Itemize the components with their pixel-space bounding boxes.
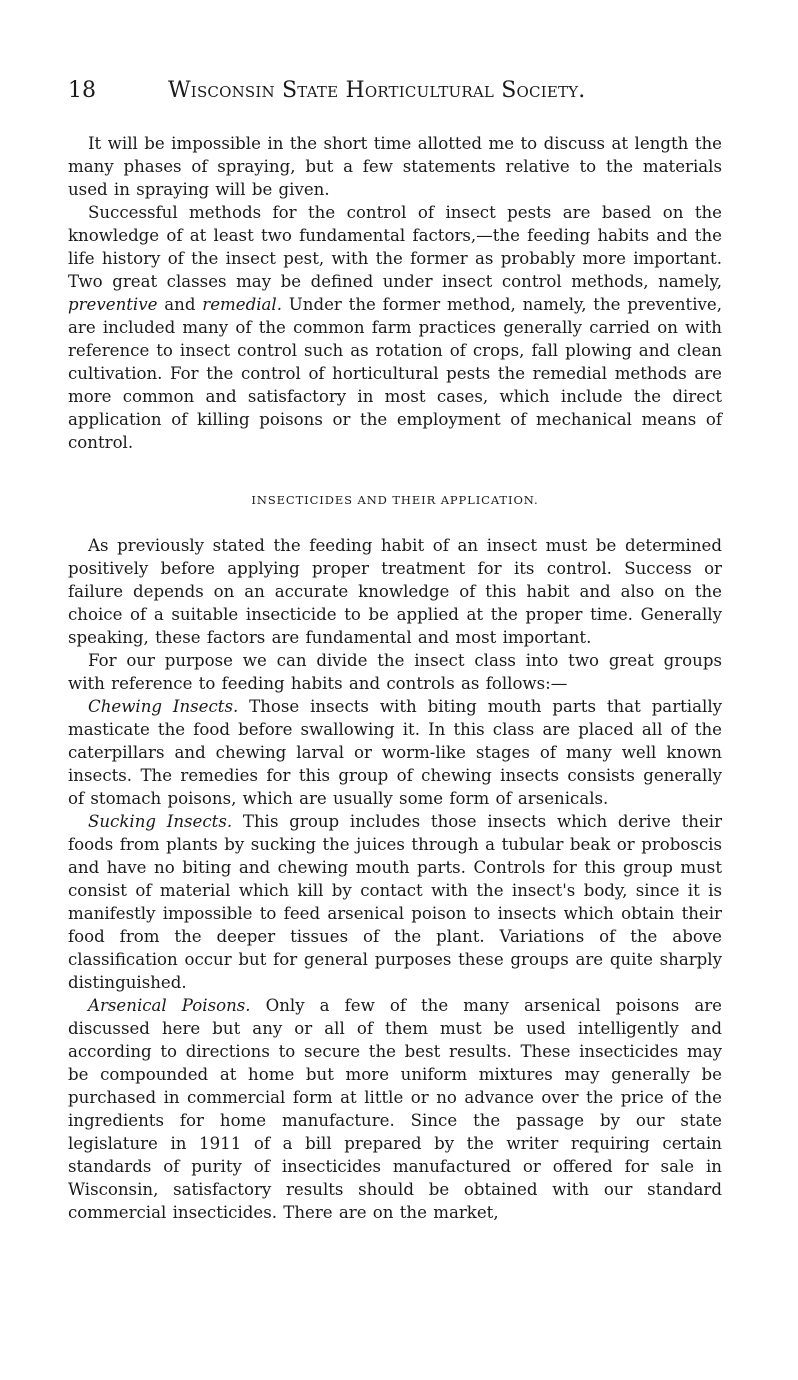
page-number: 18 bbox=[68, 78, 96, 103]
section-heading: INSECTICIDES AND THEIR APPLICATION. bbox=[251, 493, 539, 507]
paragraph-text: Only a few of the many arsenical poisons are discussed here but any or all of them must be used intelligently and according to directions to secure the best results. These insecticides may be compounded at home but more uniform mixtures may generally be purchased in commercial form at little or no advance over the price of the ingredients for home manufacture. Since the passage by our state legislature in 1911 of a bill prepared by the writer requiring certain standards of purity of insecticides manufactured or offered for sale in Wisconsin, satisfactory results should be obtained with our standard commercial insecticides. There are on the market, bbox=[68, 996, 723, 1222]
subheading-chewing-insects: Chewing Insects. bbox=[88, 697, 239, 716]
paragraph-feeding-habit: As previously stated the feeding habit of an insect must be determined positively before applying proper treatment for its control. Success or failure depends on an accurate knowledge of this habit and also on the choice of a suitable insecticide to be applied at the proper time. Generally speaking, these factors are fundamental and most important. bbox=[68, 536, 722, 647]
paragraph-arsenical-poisons bbox=[68, 994, 722, 1224]
paragraph-intro: It will be impossible in the short time allotted me to discuss at length the many phases of spraying, but a few statements relative to the materials used in spraying will be given. bbox=[68, 134, 722, 199]
term-remedial: remedial. bbox=[202, 295, 282, 314]
paragraph-control-methods bbox=[68, 201, 722, 454]
paragraph-text: and bbox=[164, 295, 196, 314]
paragraph-text: This group includes those insects which derive their foods from plants by sucking the juices through a tubular beak or proboscis and have no biting and chewing mouth parts. Controls for this group must consist of material which kill by contact with the insect's body, since it is manifestly impossible to feed arsenical poison to insects which obtain their food from the deeper tissues of the plant. Variations of the above classification occur but for general purposes these groups are quite sharply distinguished. bbox=[68, 812, 722, 992]
paragraph-groups: For our purpose we can divide the insect class into two great groups with reference to feeding habits and controls as follows:— bbox=[68, 651, 722, 693]
paragraph-text: Those insects with biting mouth parts that partially masticate the food before swallowing it. In this class are placed all of the caterpillars and chewing larval or worm-like stages of many well known insects. The remedies for this group of chewing insects consists generally of stomach poisons, which are usually some form of arsenicals. bbox=[68, 697, 722, 808]
page-header bbox=[68, 78, 722, 112]
paragraph-chewing-insects bbox=[68, 695, 722, 810]
paragraph-text: Successful methods for the control of insect pests are based on the knowledge of at least two fundamental factors,—the feeding habits and the life history of the insect pest, with the former as probably more important. Two great classes may be defined under insect control methods, namely, bbox=[68, 203, 722, 291]
paragraph-text: Under the former method, namely, the preventive, are included many of the common farm practices generally carried on with reference to insect control such as rotation of crops, fall plowing and clean cultivation. For the control of horticultural pests the remedial methods are more common and satisfactory in most cases, which include the direct application of killing poisons or the employment of mechanical means of control. bbox=[68, 295, 722, 452]
running-title: Wisconsin State Horticultural Society. bbox=[168, 78, 586, 103]
paragraph-sucking-insects bbox=[68, 810, 722, 994]
term-preventive: preventive bbox=[68, 295, 158, 314]
subheading-sucking-insects: Sucking Insects. bbox=[88, 812, 233, 831]
subheading-arsenical-poisons: Arsenical Poisons. bbox=[88, 996, 251, 1015]
document-page bbox=[68, 78, 722, 1224]
